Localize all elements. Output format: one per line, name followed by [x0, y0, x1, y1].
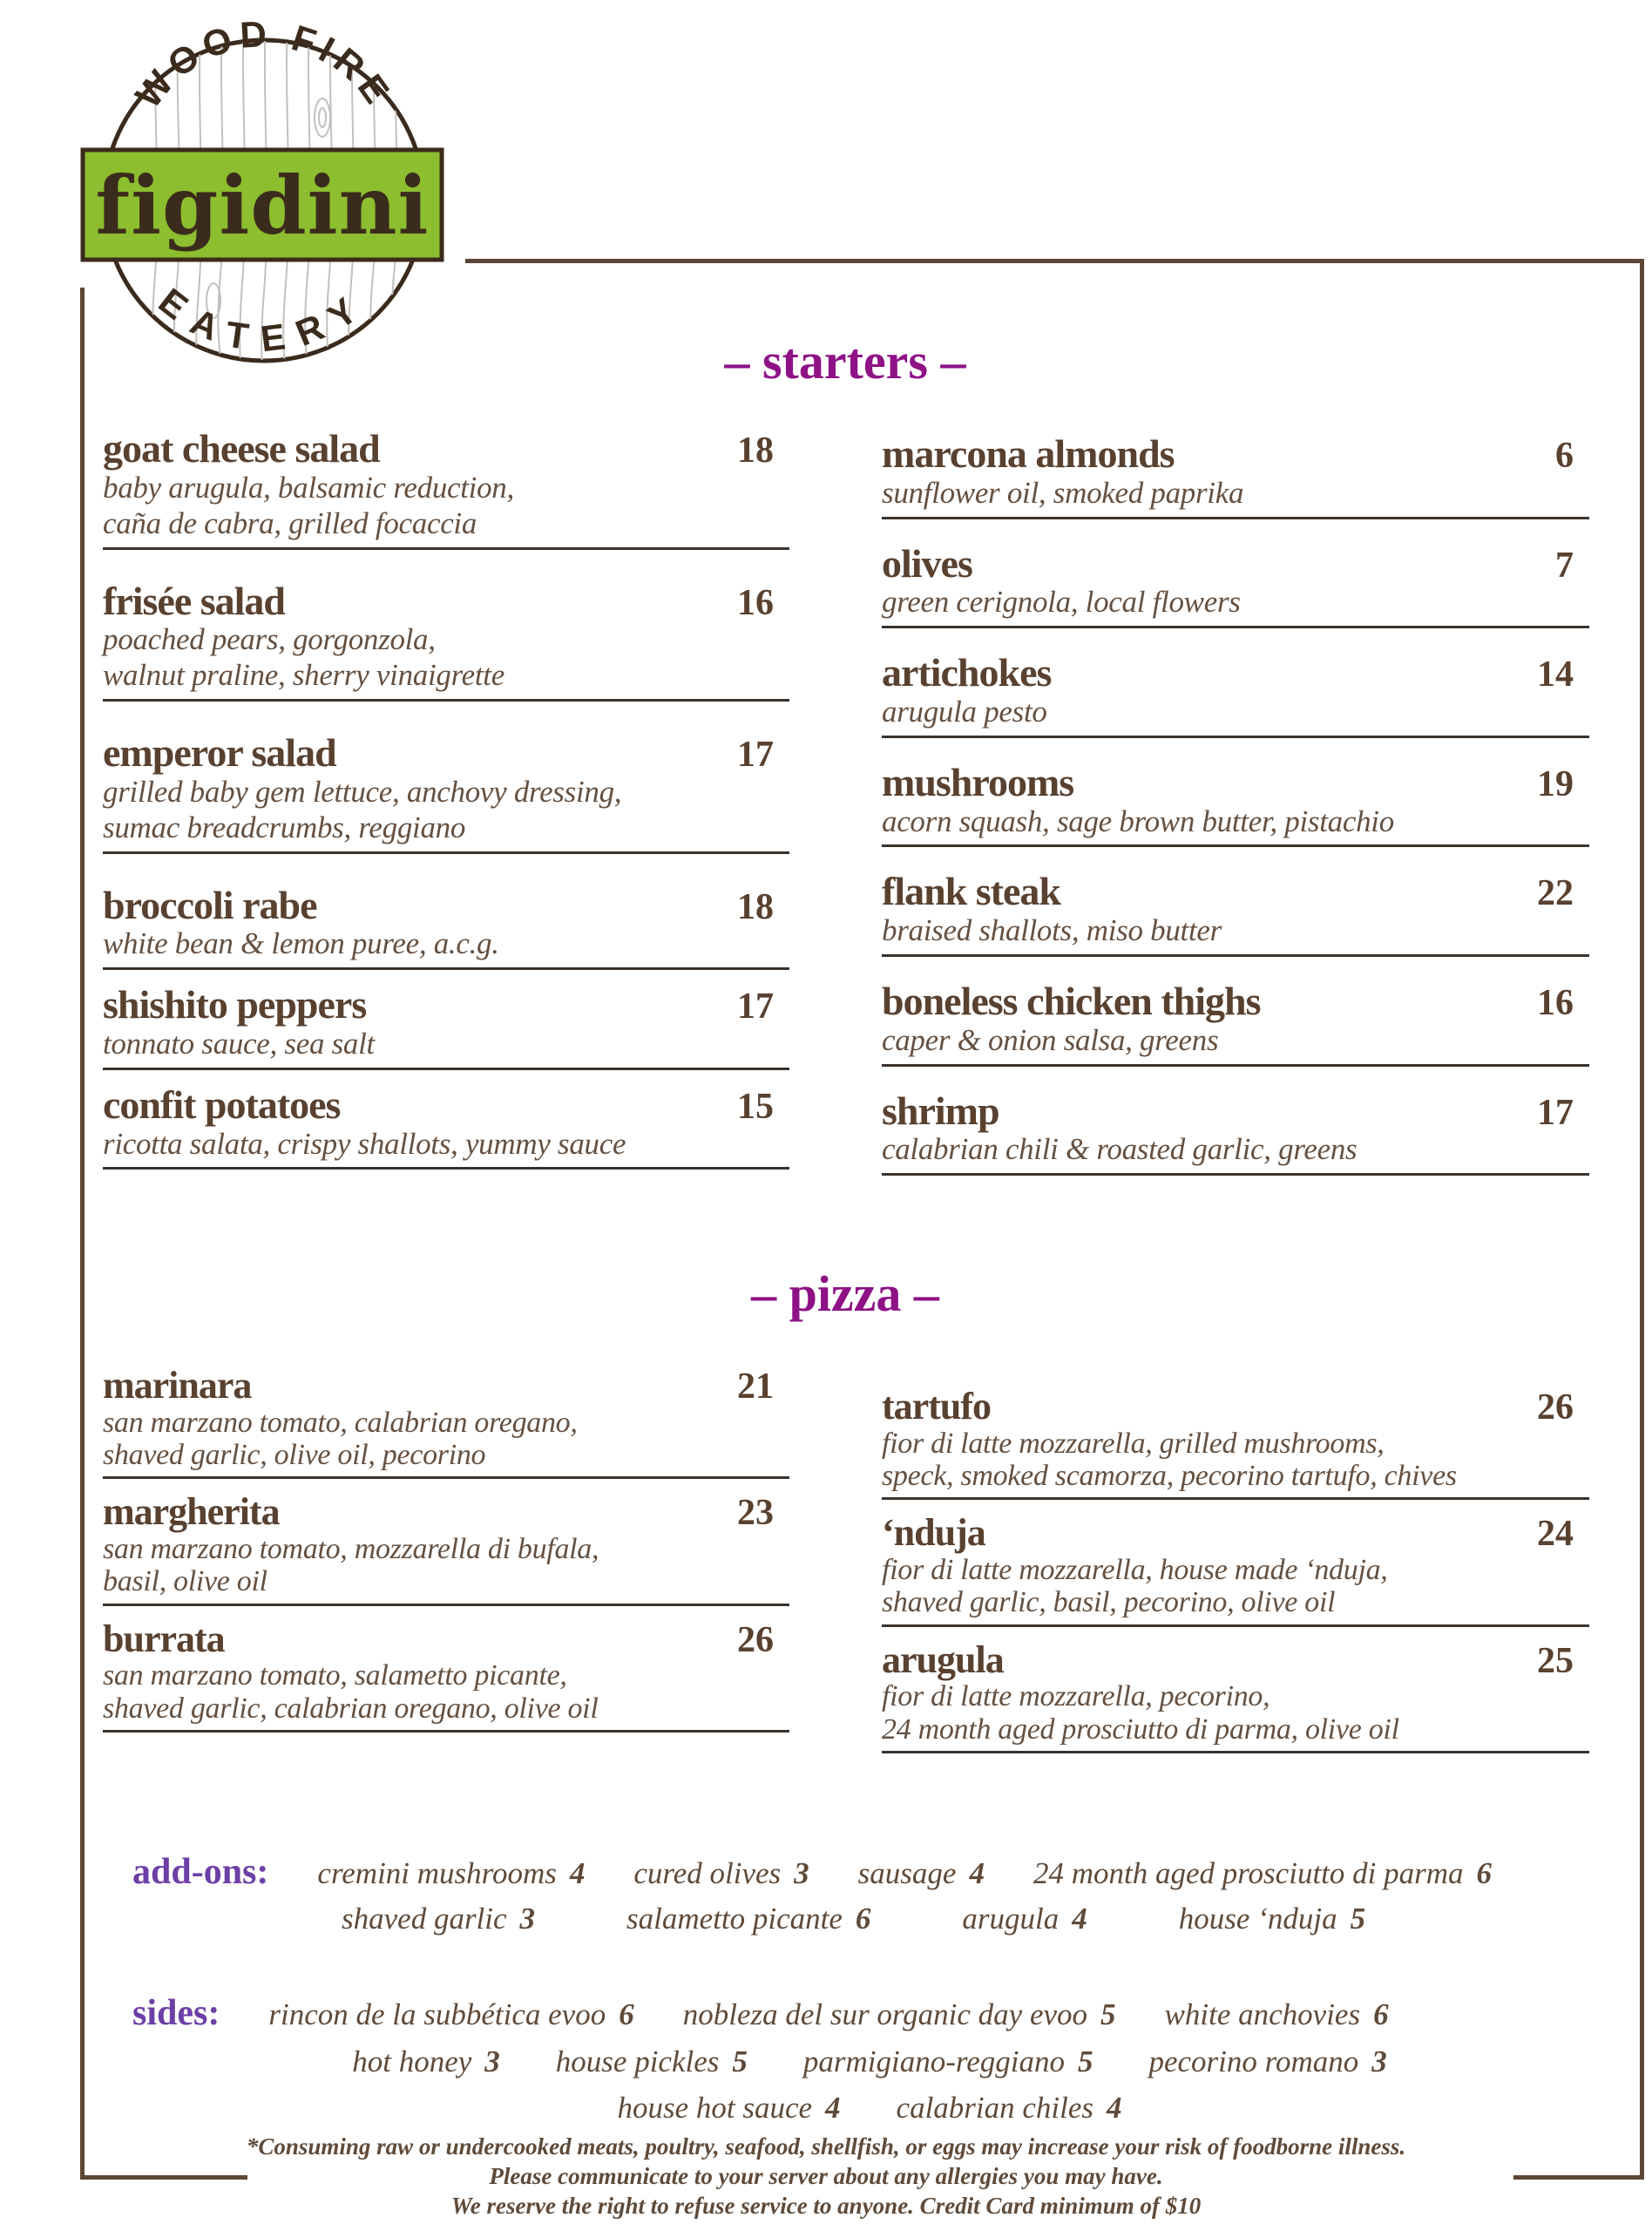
item-desc: basil, olive oil: [103, 1565, 267, 1598]
menu-item-nduja: [882, 1512, 1589, 1626]
sides-section: [132, 1992, 1607, 2128]
item-desc: san marzano tomato, salametto picante,: [103, 1659, 567, 1692]
menu-item-shishito-peppers: [103, 983, 789, 1070]
footer-disclaimer: [0, 2132, 1652, 2221]
item-desc: baby arugula, balsamic reduction,: [103, 470, 514, 505]
item-desc: braised shallots, miso butter: [882, 913, 1222, 948]
item-desc: san marzano tomato, mozzarella di bufala,: [103, 1532, 599, 1565]
logo-arc-top-text: WOOD FIRE: [127, 13, 402, 116]
item-price: 7: [1555, 545, 1574, 586]
item-name: confit potatoes: [103, 1082, 341, 1127]
menu-item-confit-potatoes: [103, 1083, 789, 1170]
side-item: house pickles 5: [555, 2044, 748, 2078]
item-desc: caña de cabra, grilled focaccia: [103, 505, 477, 540]
addons-label: add-ons:: [132, 1852, 269, 1892]
item-desc: poached pears, gorgonzola,: [103, 622, 436, 657]
item-desc: green cerignola, local flowers: [882, 585, 1241, 620]
side-item: house hot sauce 4: [617, 2091, 841, 2125]
footer-line: *Consuming raw or undercooked meats, poultry, seafood, shellfish, or eggs may increase your risk of foodborne illness.: [246, 2133, 1406, 2160]
side-item: hot honey 3: [352, 2044, 500, 2078]
item-name: margherita: [103, 1490, 280, 1534]
item-price: 26: [737, 1619, 774, 1660]
menu-item-frisee-salad: [103, 580, 789, 702]
frame-line-top: [465, 259, 1644, 263]
item-desc: calabrian chili & roasted garlic, greens: [882, 1132, 1357, 1167]
side-item: white anchovies 6: [1164, 1997, 1389, 2031]
section-title-starters: – starters –: [724, 333, 966, 390]
item-desc: shaved garlic, calabrian oregano, olive oil: [103, 1692, 599, 1725]
item-name: goat cheese salad: [103, 426, 380, 471]
item-price: 6: [1555, 436, 1574, 476]
item-price: 23: [737, 1493, 774, 1534]
logo-arc-bottom-text: EATERY: [151, 280, 377, 360]
menu-item-tartufo: [882, 1386, 1589, 1500]
item-desc: fior di latte mozzarella, house made ‘nduja,: [882, 1553, 1388, 1586]
menu-item-broccoli-rabe: [103, 884, 789, 971]
addon-item: 24 month aged prosciutto di parma 6: [1032, 1856, 1493, 1890]
menu-item-marinara: [103, 1365, 789, 1479]
item-desc: acorn squash, sage brown butter, pistachio: [882, 804, 1394, 838]
item-desc: speck, smoked scamorza, pecorino tartufo, chives: [882, 1459, 1457, 1492]
item-name: broccoli rabe: [103, 882, 317, 927]
menu-item-marcona-almonds: [882, 432, 1589, 519]
item-desc: caper & onion salsa, greens: [882, 1022, 1219, 1057]
item-name: tartufo: [882, 1385, 991, 1427]
menu-item-emperor-salad: [103, 731, 789, 854]
item-name: frisée salad: [103, 578, 286, 623]
item-price: 18: [737, 886, 774, 927]
item-name: mushrooms: [882, 759, 1074, 804]
item-desc: grilled baby gem lettuce, anchovy dressing,: [103, 774, 622, 809]
item-desc: 24 month aged prosciutto di parma, olive oil: [882, 1712, 1399, 1746]
item-price: 25: [1537, 1640, 1574, 1681]
starters-right-column: [882, 432, 1589, 1198]
item-desc: walnut praline, sherry vinaigrette: [103, 658, 504, 693]
item-name: boneless chicken thighs: [882, 979, 1261, 1024]
item-desc: fior di latte mozzarella, pecorino,: [882, 1680, 1270, 1713]
item-desc: san marzano tomato, calabrian oregano,: [103, 1406, 578, 1439]
menu-item-olives: [882, 542, 1589, 629]
item-price: 15: [737, 1086, 774, 1127]
logo-wordmark: figidini: [95, 159, 430, 253]
item-price: 18: [737, 431, 774, 471]
item-price: 26: [1537, 1387, 1574, 1427]
item-desc: shaved garlic, olive oil, pecorino: [103, 1438, 486, 1471]
section-title-pizza: – pizza –: [751, 1265, 939, 1322]
item-desc: shaved garlic, basil, pecorino, olive oil: [882, 1586, 1336, 1619]
addon-item: salametto picante 6: [626, 1901, 871, 1936]
item-price: 17: [737, 735, 774, 776]
item-name: marinara: [103, 1364, 252, 1407]
menu-item-shrimp: [882, 1089, 1589, 1177]
item-price: 24: [1537, 1514, 1574, 1555]
item-name: flank steak: [882, 869, 1060, 914]
starters-left-column: [103, 427, 789, 1183]
item-name: marcona almonds: [882, 431, 1175, 476]
item-name: shrimp: [882, 1088, 999, 1133]
item-price: 14: [1537, 654, 1574, 695]
item-desc: ricotta salata, crispy shallots, yummy sauce: [103, 1126, 626, 1161]
addons-section: [132, 1851, 1607, 1938]
menu-item-flank-steak: [882, 870, 1589, 957]
item-name: ‘nduja: [882, 1511, 985, 1555]
side-item: pecorino romano 3: [1148, 2044, 1387, 2078]
item-name: arugula: [882, 1638, 1004, 1681]
addon-item: shaved garlic 3: [342, 1901, 536, 1936]
menu-item-margherita: [103, 1491, 789, 1605]
item-price: 17: [1537, 1092, 1574, 1133]
footer-line: We reserve the right to refuse service to anyone. Credit Card minimum of $10: [450, 2193, 1202, 2219]
addon-item: cured olives 3: [633, 1856, 809, 1890]
item-desc: sunflower oil, smoked paprika: [882, 475, 1244, 510]
menu-item-artichokes: [882, 651, 1589, 738]
item-desc: sumac breadcrumbs, reggiano: [103, 810, 466, 844]
item-price: 21: [737, 1366, 774, 1407]
item-price: 19: [1537, 763, 1574, 804]
item-name: artichokes: [882, 650, 1052, 695]
side-item: calabrian chiles 4: [896, 2091, 1122, 2125]
footer-line: Please communicate to your server about any allergies you may have.: [489, 2163, 1163, 2189]
item-desc: fior di latte mozzarella, grilled mushrooms,: [882, 1427, 1385, 1460]
side-item: parmigiano-reggiano 5: [802, 2044, 1093, 2078]
side-item: rincon de la subbética evoo 6: [268, 1997, 634, 2031]
item-name: olives: [882, 540, 972, 586]
addon-item: cremini mushrooms 4: [317, 1856, 586, 1890]
item-name: emperor salad: [103, 730, 336, 776]
frame-line-right: [1640, 259, 1644, 2180]
item-price: 16: [1537, 983, 1574, 1024]
item-name: shishito peppers: [103, 982, 367, 1027]
frame-line-left: [80, 288, 85, 2180]
side-item: nobleza del sur organic day evoo 5: [682, 1997, 1116, 2031]
addon-item: sausage 4: [857, 1856, 985, 1890]
item-desc: tonnato sauce, sea salt: [103, 1026, 375, 1061]
item-price: 22: [1537, 873, 1574, 914]
menu-item-arugula-pizza: [882, 1639, 1589, 1753]
addon-item: house ‘nduja 5: [1178, 1901, 1366, 1936]
menu-item-burrata: [103, 1618, 789, 1733]
menu-item-mushrooms: [882, 761, 1589, 848]
menu-item-goat-cheese-salad: [103, 427, 789, 550]
item-price: 17: [737, 987, 774, 1027]
addon-item: arugula 4: [962, 1901, 1087, 1936]
menu-item-boneless-chicken-thighs: [882, 980, 1589, 1067]
pizza-right-column: [882, 1386, 1589, 1766]
item-desc: arugula pesto: [882, 694, 1047, 729]
sides-label: sides:: [132, 1993, 220, 2033]
pizza-left-column: [103, 1365, 789, 1745]
item-name: burrata: [103, 1617, 225, 1660]
item-desc: white bean & lemon puree, a.c.g.: [103, 926, 499, 961]
item-price: 16: [737, 582, 774, 623]
